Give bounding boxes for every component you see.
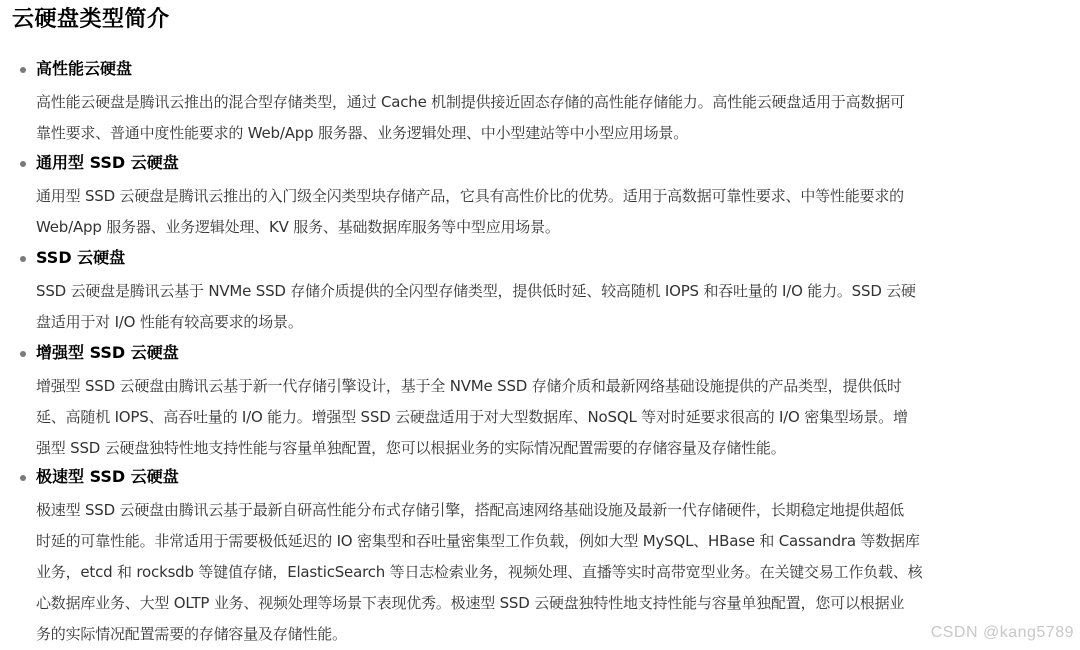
watermark-text: CSDN @kang5789 [930,624,1074,641]
page-title: 云硬盘类型简介 [12,7,170,32]
item-description [36,371,1072,464]
item-description [36,276,1072,338]
item-title: 极速型 SSD 云硬盘 [36,467,179,486]
description-line: 极速型 SSD 云硬盘由腾讯云基于最新自研高性能分布式存储引擎，搭配高速网络基础设施及最新一代存储硬件，长期稳定地提供超低 [36,501,904,519]
bullet-icon [20,67,26,73]
description-line: 通用型 SSD 云硬盘是腾讯云推出的入门级全闪类型块存储产品，它具有高性价比的优势。适用于高数据可靠性要求、中等性能要求的 [36,187,904,205]
description-line: 盘适用于对 I/O 性能有较高要求的场景。 [36,313,303,331]
item-description [36,495,1072,650]
bullet-icon [20,475,26,481]
description-line: 时延的可靠性能。非常适用于需要极低延迟的 IO 密集型和吞吐量密集型工作负载，例如大型 MySQL、HBase 和 Cassandra 等数据库 [36,532,920,550]
description-line: SSD 云硬盘是腾讯云基于 NVMe SSD 存储介质提供的全闪型存储类型，提供低时延、较高随机 IOPS 和吞吐量的 I/O 能力。SSD 云硬 [36,282,916,300]
description-line: 强型 SSD 云硬盘独特性地支持性能与容量单独配置，您可以根据业务的实际情况配置需要的存储容量及存储性能。 [36,439,786,457]
description-line: 高性能云硬盘是腾讯云推出的混合型存储类型，通过 Cache 机制提供接近固态存储的高性能存储能力。高性能云硬盘适用于高数据可 [36,93,905,111]
description-line: 增强型 SSD 云硬盘由腾讯云基于新一代存储引擎设计，基于全 NVMe SSD 存储介质和最新网络基础设施提供的产品类型，提供低时 [36,377,902,395]
bullet-icon [20,161,26,167]
item-title: 通用型 SSD 云硬盘 [36,153,179,172]
description-line: 心数据库业务、大型 OLTP 业务、视频处理等场景下表现优秀。极速型 SSD 云硬盘独特性地支持性能与容量单独配置，您可以根据业 [36,594,905,612]
description-line: Web/App 服务器、业务逻辑处理、KV 服务、基础数据库服务等中型应用场景。 [36,218,560,236]
item-title: SSD 云硬盘 [36,248,126,267]
bullet-icon [20,351,26,357]
bullet-icon [20,256,26,262]
item-description [36,87,1072,149]
description-line: 延、高随机 IOPS、高吞吐量的 I/O 能力。增强型 SSD 云硬盘适用于对大型数据库、NoSQL 等对时延要求很高的 I/O 密集型场景。增 [36,408,908,426]
description-line: 业务，etcd 和 rocksdb 等键值存储，ElasticSearch 等日志检索业务，视频处理、直播等实时高带宽型业务。在关键交易工作负载、核 [36,563,923,581]
item-title: 高性能云硬盘 [36,59,133,78]
item-title: 增强型 SSD 云硬盘 [36,343,179,362]
description-line: 务的实际情况配置需要的存储容量及存储性能。 [36,625,347,643]
item-description [36,181,1072,243]
description-line: 靠性要求、普通中度性能要求的 Web/App 服务器、业务逻辑处理、中小型建站等中小型应用场景。 [36,124,689,142]
